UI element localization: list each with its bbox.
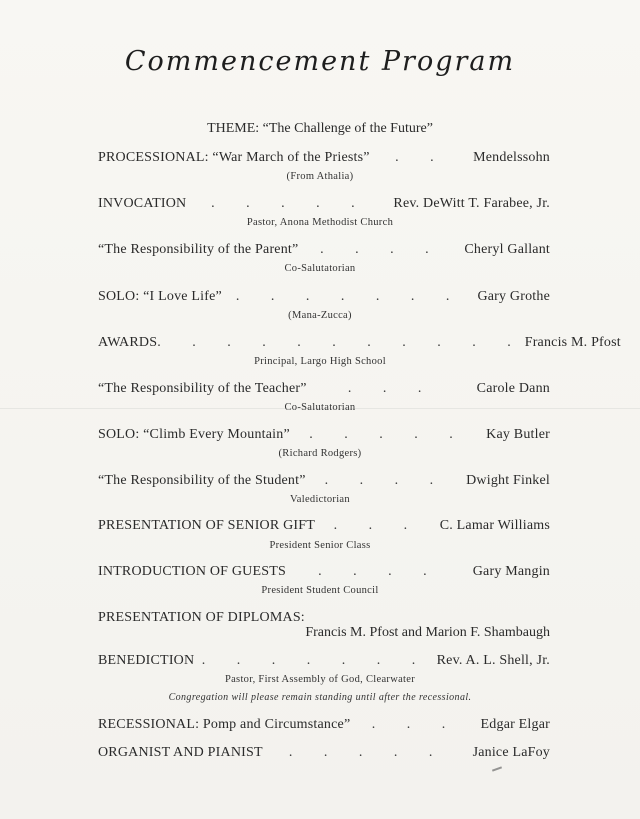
item-subtitle: Pastor, Anona Methodist Church [246, 217, 394, 228]
leader-dots: . . . . . [309, 427, 467, 442]
program-title: Commencement Program [124, 46, 516, 77]
item-performer: Edgar Elgar [480, 717, 550, 732]
item-label: SOLO: “Climb Every Mountain” [98, 427, 290, 442]
leader-dots: . . . . [324, 473, 448, 488]
leader-dots: . . [395, 150, 448, 165]
program-item [98, 473, 550, 489]
item-performer: Mendelssohn [473, 150, 550, 165]
item-performer: Cheryl Gallant [464, 242, 550, 257]
item-subtitle: Pastor, First Assembly of God, Clearwater [224, 674, 416, 685]
program-item [98, 381, 550, 397]
item-subtitle: Co-Salutatorian [284, 263, 356, 274]
item-label: BENEDICTION [98, 653, 195, 668]
item-subtitle: President Senior Class [269, 540, 371, 551]
item-label: “The Responsibility of the Parent” [98, 242, 299, 257]
item-label: PROCESSIONAL: “War March of the Priests” [98, 150, 370, 165]
item-label: AWARDS [98, 335, 158, 350]
program-item [98, 196, 550, 212]
item-subtitle: Principal, Largo High School [254, 356, 386, 367]
item-performer: C. Lamar Williams [439, 518, 550, 533]
pen-mark [492, 766, 502, 771]
item-subtitle: Valedictorian [290, 494, 350, 505]
leader-dots: . . . . . . . [201, 653, 430, 668]
item-performer: Rev. A. L. Shell, Jr. [436, 653, 550, 668]
item-label: PRESENTATION OF DIPLOMAS: [98, 610, 305, 625]
item-subtitle: President Student Council [261, 585, 379, 596]
leader-dots: . . . [347, 381, 436, 396]
item-label: ORGANIST AND PIANIST [98, 745, 263, 760]
leader-dots: . . . . . [211, 196, 369, 211]
item-label: SOLO: “I Love Life” [98, 289, 222, 304]
leader-dots: . . . . [318, 564, 441, 579]
program-item [98, 150, 550, 166]
item-performer: Carole Dann [476, 381, 550, 396]
program-theme: THEME: “The Challenge of the Future” [207, 121, 433, 136]
item-label: RECESSIONAL: Pomp and Circumstance” [98, 717, 351, 732]
leader-dots: . . . . . . . [235, 289, 464, 304]
item-subtitle: (Mana-Zucca) [288, 310, 352, 321]
leader-dots: . . . [371, 717, 460, 732]
program-item-recessional [98, 717, 550, 733]
program-item [98, 564, 550, 580]
program-item [98, 335, 621, 351]
program-item-benediction [98, 653, 550, 669]
congregation-note: Congregation will please remain standing until after the recessional. [168, 692, 472, 703]
item-performer: Dwight Finkel [466, 473, 550, 488]
item-label: INVOCATION [98, 196, 187, 211]
item-performer: Kay Butler [486, 427, 550, 442]
program-item-organist [98, 745, 550, 761]
item-subtitle: (Richard Rodgers) [278, 448, 362, 459]
program-item [98, 518, 550, 534]
item-label: “The Responsibility of the Student” [98, 473, 306, 488]
program-item [98, 289, 550, 305]
item-performer: Gary Grothe [477, 289, 550, 304]
item-label: PRESENTATION OF SENIOR GIFT [98, 518, 316, 533]
item-performer: Francis M. Pfost [524, 335, 621, 350]
item-subtitle: (From Athalia) [286, 171, 354, 182]
item-performer: Janice LaFoy [472, 745, 550, 760]
item-performer: Rev. DeWitt T. Farabee, Jr. [393, 196, 550, 211]
item-label: INTRODUCTION OF GUESTS [98, 564, 286, 579]
leader-dots: . . . [333, 518, 422, 533]
program-item-diplomas [98, 610, 550, 626]
program-item [98, 427, 550, 443]
item-performer: Gary Mangin [472, 564, 550, 579]
leader-dots: . . . . . [288, 745, 447, 760]
program-item [98, 242, 550, 258]
item-label: “The Responsibility of the Teacher” [98, 381, 307, 396]
leader-dots: . . . . [320, 242, 443, 257]
item-subtitle: Co-Salutatorian [284, 402, 356, 413]
diploma-presenters: Francis M. Pfost and Marion F. Shambaugh [305, 625, 550, 640]
leader-dots: . . . . . . . . . . . [157, 335, 525, 350]
